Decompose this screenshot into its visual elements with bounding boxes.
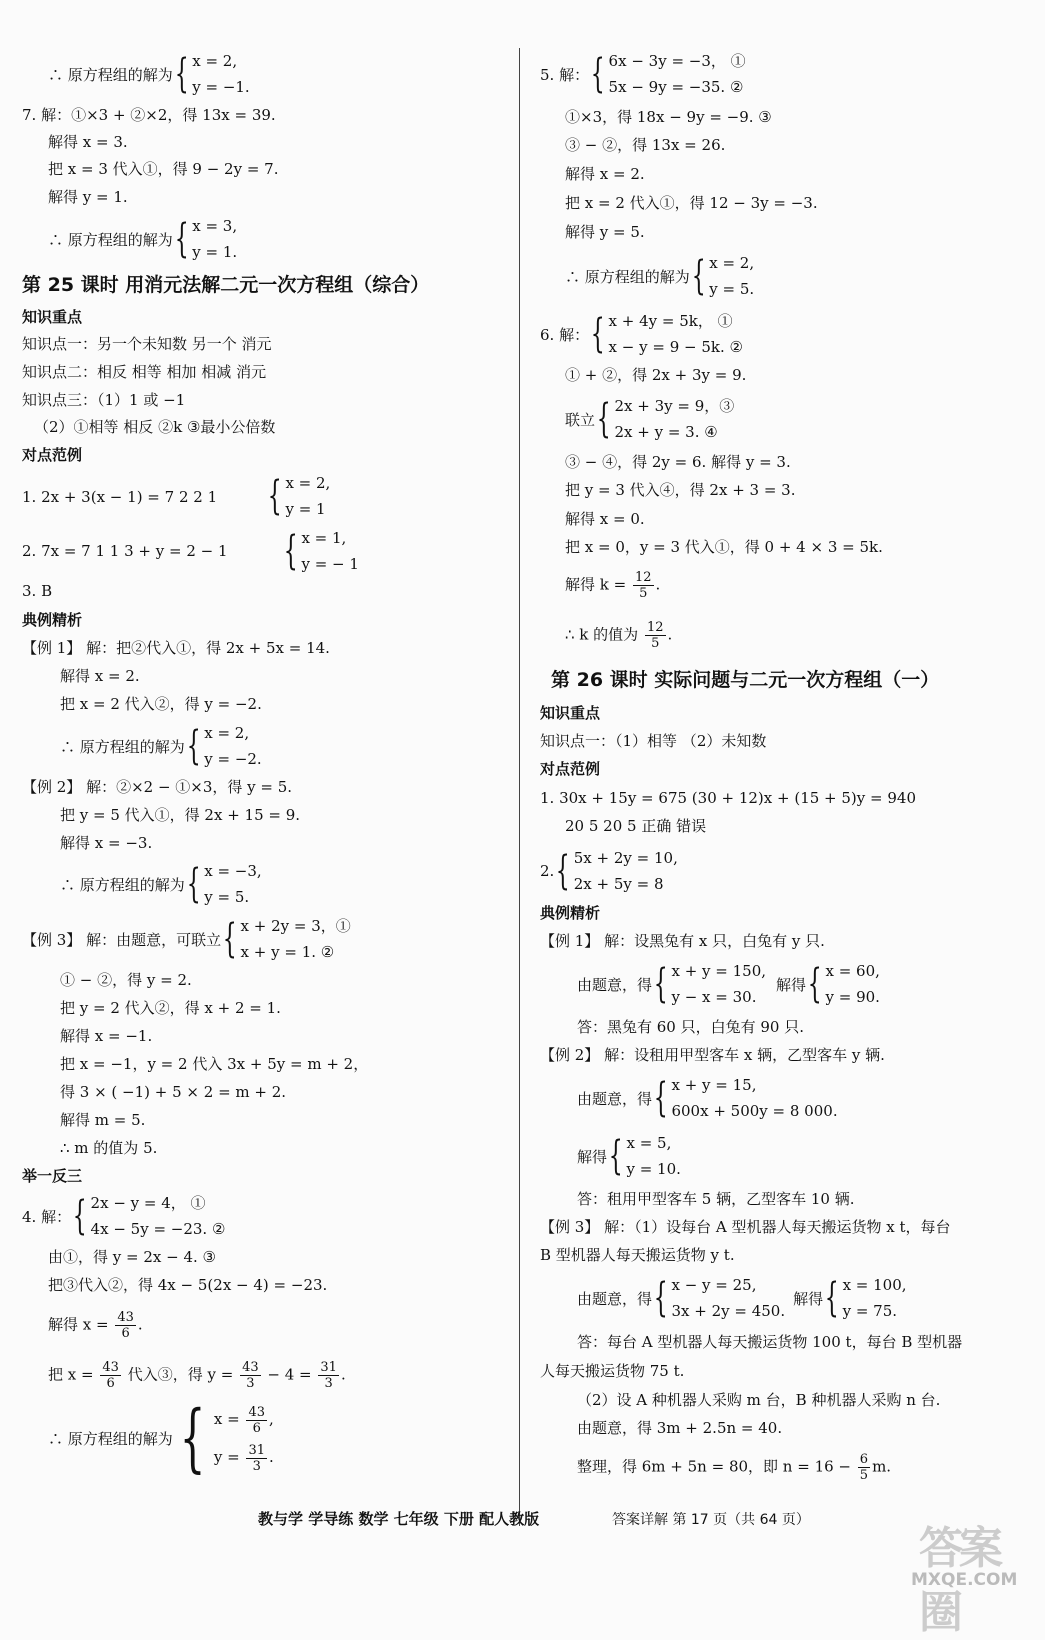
text-line: 把 x = −1，y = 2 代入 3x + 5y = m + 2， [60,1055,369,1073]
text-line: ①×3，得 18x − 9y = −9. ③ [565,108,772,126]
text-line: B 型机器人每天搬运货物 y t. [540,1246,735,1264]
text-line: 把 y = 3 代入④，得 2x + 3 = 3. [565,481,796,499]
section-heading: 典例精析 [540,904,601,922]
fraction-line: ∴ k 的值为 $\frac{12}{5}$ . [565,620,673,651]
equation-system: 联立 { 2x + 3y = 9，③ 2x + y = 3. ④ [565,396,735,442]
text-line: 20 5 20 5 正确 错误 [565,817,707,835]
text-line: 知识点二：相反 相等 相加 相减 消元 [22,363,267,381]
text-line: 解得 x = 3. [48,133,128,151]
section-heading: 知识重点 [22,308,83,326]
answer-system: 2. { 5x + 2y = 10, 2x + 5y = 8 [540,848,678,894]
text-line: 把③代入②，得 4x − 5(2x − 4) = −23. [48,1276,328,1294]
solution-system: 解得 { x = 5, y = 10. [577,1133,681,1179]
answer-system: { x = 1, y = − 1 [283,528,359,574]
section-heading: 知识重点 [540,704,601,722]
text-line: 答：租用甲型客车 5 辆，乙型客车 10 辆. [577,1190,855,1208]
text-line: 把 x = 0，y = 3 代入①，得 0 + 4 × 3 = 5k. [565,538,883,556]
text-line: 得 3 × ( −1) + 5 × 2 = m + 2. [60,1083,287,1101]
equation-system: 5. 解： { 6x − 3y = −3， ① 5x − 9y = −35. ② [540,51,746,97]
text-line: ③ − ④，得 2y = 6. 解得 y = 3. [565,453,791,471]
text-line: 2. 7x = 7 1 1 3 + y = 2 − 1 [22,542,228,560]
answer-system: { x = 2, y = 1 [267,473,331,519]
text-line: 把 x = 3 代入①，得 9 − 2y = 7. [48,160,279,178]
section-heading: 典例精析 [22,611,83,629]
text-line: 由题意，得 3m + 2.5n = 40. [577,1419,783,1437]
text-line: 答：每台 A 型机器人每天搬运货物 100 t，每台 B 型机器 [577,1333,963,1351]
text-line: 【例 2】 解：设租用甲型客车 x 辆，乙型客车 y 辆. [540,1046,885,1064]
text-line: ① − ②，得 y = 2. [60,971,192,989]
equation-system: 由题意，得 { x + y = 150, y − x = 30. 解得 { x = 60, y = 90. [577,961,880,1007]
text-line: 知识点三：（1）1 或 −1 [22,391,186,409]
column-divider [519,48,520,1526]
text-line: 人每天搬运货物 75 t. [540,1362,685,1380]
equation-system: 6. 解： { x + 4y = 5k， ① x − y = 9 − 5k. ② [540,311,743,357]
section-heading: 举一反三 [22,1167,83,1185]
text-line: 把 x = 2 代入①，得 12 − 3y = −3. [565,194,818,212]
text-line: 3. B [22,582,53,600]
text-line: ① + ②，得 2x + 3y = 9. [565,366,747,384]
solution-system: ∴ 原方程组的解为 { x = −3, y = 5. [60,861,262,907]
text-line: （2）①相等 相反 ②k ③最小公倍数 [34,418,276,436]
text-line: 由①，得 y = 2x − 4. ③ [48,1248,216,1266]
text-line: 解得 x = 0. [565,510,645,528]
fraction-line: 解得 k = $\frac{12}{5}$ . [565,570,661,601]
text-line: 1. 2x + 3(x − 1) = 7 2 2 1 [22,488,218,506]
section-heading: 对点范例 [540,760,601,778]
text-line: 知识点一：（1）相等 （2）未知数 [540,732,767,750]
equation-system: 【例 3】 解：由题意，可联立 { x + 2y = 3，① x + y = 1. ② [22,916,351,962]
text-line: （2）设 A 种机器人采购 m 台，B 种机器人采购 n 台. [577,1391,941,1409]
solution-system: ∴ 原方程组的解为 { x = 2, y = −2. [60,723,262,769]
text-line: 【例 1】 解：把②代入①，得 2x + 5x = 14. [22,639,330,657]
text-line: 把 y = 2 代入②，得 x + 2 = 1. [60,999,281,1017]
text-line: 【例 1】 解：设黑兔有 x 只，白兔有 y 只. [540,932,825,950]
equation-system: 由题意，得 { x − y = 25, 3x + 2y = 450. 解得 { x = 100, y = 75. [577,1275,907,1321]
fraction-line: 解得 x = $\frac{43}{6}$ . [48,1310,143,1341]
text-line: 把 x = 2 代入②，得 y = −2. [60,695,262,713]
fraction-line: 把 x = $\frac{43}{6}$ 代入③，得 y = $\frac{43}{3}$ − 4 = $\frac{31}{3}$ . [48,1360,346,1391]
solution-system: ∴ 原方程组的解为 { x = $\frac{43}{6}$ , y = $\frac{31}{3}$ . [48,1395,274,1481]
publication-info: 教与学 学导练 数学 七年级 下册 配人教版 [258,1510,540,1528]
equation-system: 由题意，得 { x + y = 15, 600x + 500y = 8 000. [577,1075,838,1121]
text-line: 7. 解：①×3 + ②×2，得 13x = 39. [22,106,276,124]
text-line: 解得 y = 5. [565,223,645,241]
text-line: 解得 m = 5. [60,1111,146,1129]
text-line: 解得 x = 2. [565,165,645,183]
page-number: 答案详解 第 17 页（共 64 页） [612,1512,810,1528]
section-heading: 对点范例 [22,446,83,464]
text-line: ③ − ②，得 13x = 26. [565,136,726,154]
watermark-logo: 答案圈 MXQE.COM [911,1523,1018,1638]
lesson-title: 第 26 课时 实际问题与二元一次方程组（一） [551,669,940,691]
text-line: 把 y = 5 代入①，得 2x + 15 = 9. [60,806,301,824]
solution-system: ∴ 原方程组的解为 { x = 3, y = 1. [48,216,238,262]
text-line: ∴ m 的值为 5. [60,1139,158,1157]
text-line: 解得 x = 2. [60,667,140,685]
text-line: 1. 30x + 15y = 675 (30 + 12)x + (15 + 5)y = 940 [540,789,916,807]
equation-system: 4. 解： { 2x − y = 4， ① 4x − 5y = −23. ② [22,1193,226,1239]
text-line: 解得 y = 1. [48,188,128,206]
text-line: 知识点一：另一个未知数 另一个 消元 [22,335,272,353]
text-line: 解得 x = −1. [60,1027,153,1045]
fraction-line: 整理，得 6m + 5n = 80，即 n = 16 − $\frac{6}{5}$ m. [577,1452,892,1483]
solution-system: ∴ 原方程组的解为 { x = 2, y = 5. [565,253,755,299]
text-line: 解得 x = −3. [60,834,153,852]
lesson-title: 第 25 课时 用消元法解二元一次方程组（综合） [22,274,430,296]
text-line: 【例 3】 解：（1）设每台 A 型机器人每天搬运货物 x t，每台 [540,1218,951,1236]
solution-system: ∴ 原方程组的解为 { x = 2, y = −1. [48,51,250,97]
page-footer [0,1500,1045,1540]
text-line: ∴ 原方程组的解为 [48,65,173,84]
text-line: 答：黑兔有 60 只，白兔有 90 只. [577,1018,805,1036]
text-line: 【例 2】 解：②×2 − ①×3，得 y = 5. [22,778,293,796]
